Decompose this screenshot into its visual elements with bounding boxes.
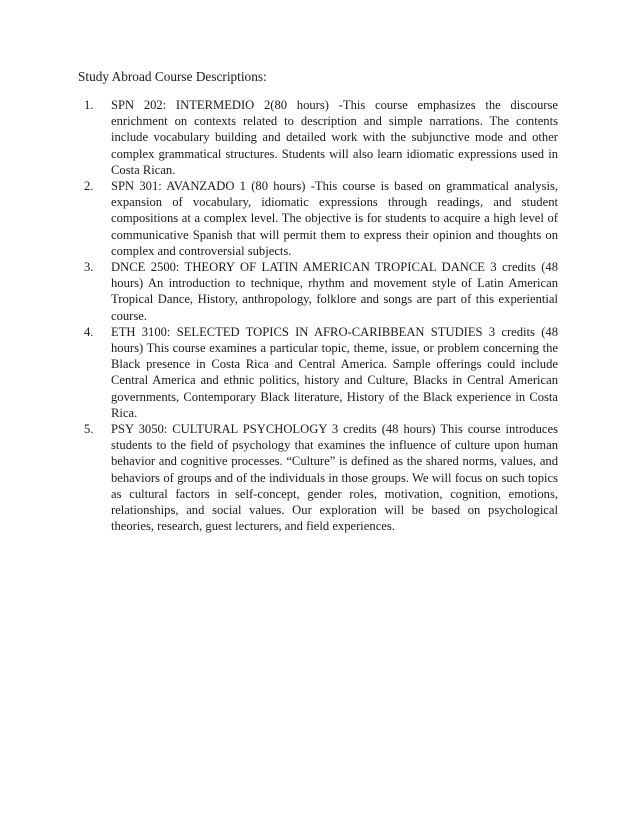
course-number: 1.: [84, 98, 94, 112]
course-description: PSY 3050: CULTURAL PSYCHOLOGY 3 credits (48 hours) This course introduces students to the field of psychology that examines the influence of culture upon human behavior and cognitive processes. “Culture” is defined as the shared norms, values, and behaviors of groups and of the individuals in those groups. We will focus on such topics as cultural factors in self-concept, gender roles, motivation, cognition, emotions, relationships, and social values. Our exploration will be based on psychological theories, research, guest lecturers, and field experiences.: [111, 422, 558, 534]
page-heading: Study Abroad Course Descriptions:: [78, 69, 267, 84]
course-item: [84, 421, 558, 534]
course-number: 2.: [84, 179, 94, 194]
course-item: [84, 259, 558, 324]
course-description: SPN 301: AVANZADO 1 (80 hours) -This course is based on grammatical analysis, expansion of vocabulary, idiomatic expressions through readings, and student compositions at a complex level. The objective is for students to acquire a high level of communicative Spanish that will permit them to express their opinion and thoughts on complex and controversial subjects.: [111, 179, 558, 258]
course-description: ETH 3100: SELECTED TOPICS IN AFRO-CARIBBEAN STUDIES 3 credits (48 hours) This course examines a particular topic, theme, issue, or problem concerning the Black presence in Costa Rica and Central America. Sample offerings could include Central America and ethnic politics, history and Culture, Blacks in Central American governments, Contemporary Black literature, History of the Black experience in Costa Rica.: [111, 324, 558, 420]
course-number: 4.: [84, 324, 94, 339]
course-item: [84, 97, 558, 178]
course-number: 3.: [84, 260, 94, 275]
course-item: [84, 324, 558, 421]
course-description: SPN 202: INTERMEDIO 2(80 hours) -This course emphasizes the discourse enrichment on contexts related to description and simple narrations. The contents include vocabulary building and detailed work with the subjunctive mode and other complex grammatical structures. Students will also learn idiomatic expressions used in Costa Rican.: [111, 98, 558, 177]
course-item: [84, 178, 558, 259]
course-number: 5.: [84, 422, 94, 437]
course-description: DNCE 2500: THEORY OF LATIN AMERICAN TROPICAL DANCE 3 credits (48 hours) An introduction to technique, rhythm and movement style of Latin American Tropical Dance, History, anthropology, folklore and songs are part of this experiential course.: [111, 260, 558, 323]
course-list: [84, 97, 558, 534]
